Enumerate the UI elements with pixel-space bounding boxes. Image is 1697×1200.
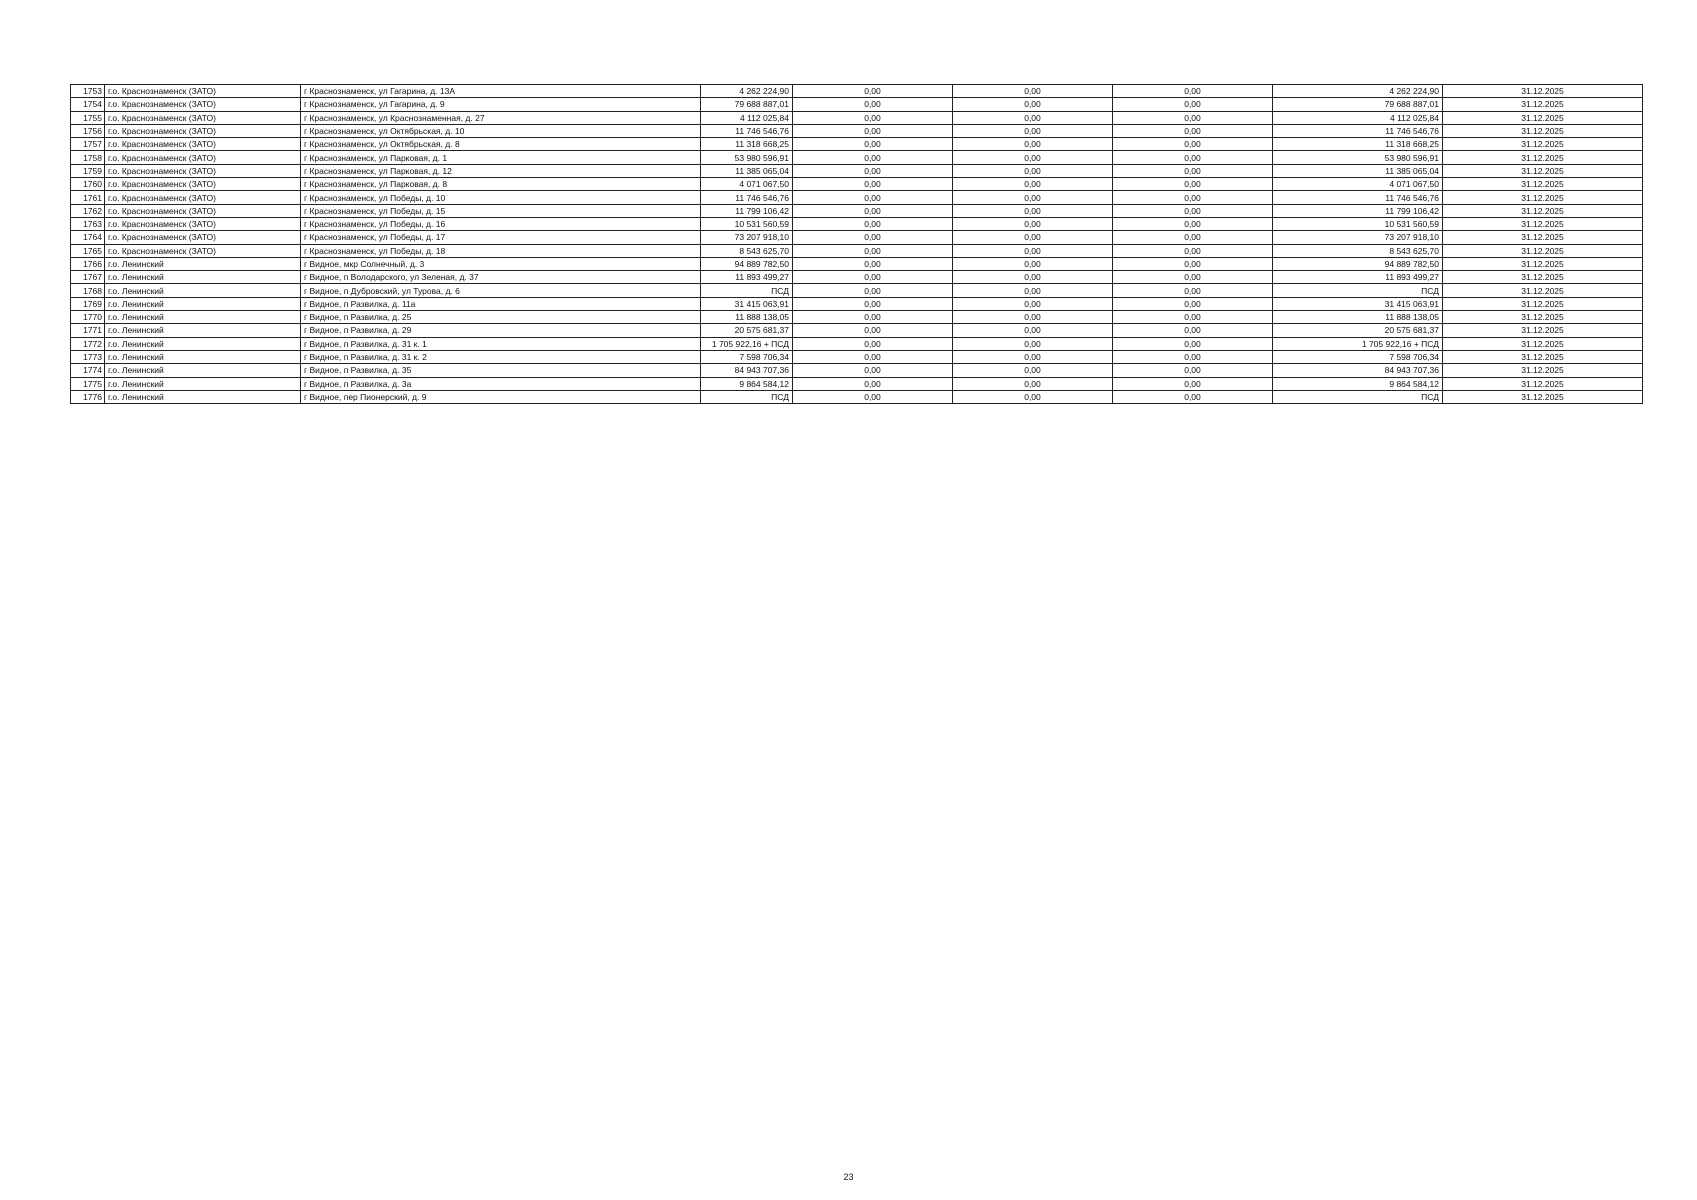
date-cell: 31.12.2025 bbox=[1443, 85, 1643, 98]
total-cell: 4 262 224,90 bbox=[1273, 85, 1443, 98]
value-cell: 0,00 bbox=[793, 151, 953, 164]
table-row bbox=[71, 284, 1643, 297]
district-cell: г.о. Краснознаменск (ЗАТО) bbox=[105, 164, 301, 177]
district-cell: г.о. Ленинский bbox=[105, 350, 301, 363]
cost-cell: 79 688 887,01 bbox=[701, 98, 793, 111]
value-cell: 0,00 bbox=[953, 350, 1113, 363]
row-number-cell: 1772 bbox=[71, 337, 105, 350]
value-cell: 0,00 bbox=[793, 364, 953, 377]
value-cell: 0,00 bbox=[953, 191, 1113, 204]
district-cell: г.о. Ленинский bbox=[105, 311, 301, 324]
date-cell: 31.12.2025 bbox=[1443, 244, 1643, 257]
value-cell: 0,00 bbox=[793, 231, 953, 244]
cost-cell: 53 980 596,91 bbox=[701, 151, 793, 164]
row-number-cell: 1754 bbox=[71, 98, 105, 111]
value-cell: 0,00 bbox=[953, 138, 1113, 151]
total-cell: ПСД bbox=[1273, 284, 1443, 297]
value-cell: 0,00 bbox=[1113, 217, 1273, 230]
date-cell: 31.12.2025 bbox=[1443, 324, 1643, 337]
address-cell: г Краснознаменск, ул Краснознаменная, д. 27 bbox=[301, 111, 701, 124]
district-cell: г.о. Ленинский bbox=[105, 324, 301, 337]
cost-cell: 11 746 546,76 bbox=[701, 191, 793, 204]
table-row bbox=[71, 244, 1643, 257]
address-cell: г Краснознаменск, ул Парковая, д. 8 bbox=[301, 178, 701, 191]
address-cell: г Краснознаменск, ул Октябрьская, д. 8 bbox=[301, 138, 701, 151]
value-cell: 0,00 bbox=[953, 324, 1113, 337]
value-cell: 0,00 bbox=[1113, 271, 1273, 284]
date-cell: 31.12.2025 bbox=[1443, 337, 1643, 350]
table-row bbox=[71, 151, 1643, 164]
table-row bbox=[71, 364, 1643, 377]
table-row bbox=[71, 271, 1643, 284]
district-cell: г.о. Краснознаменск (ЗАТО) bbox=[105, 124, 301, 137]
value-cell: 0,00 bbox=[1113, 98, 1273, 111]
total-cell: 8 543 625,70 bbox=[1273, 244, 1443, 257]
address-cell: г Краснознаменск, ул Парковая, д. 1 bbox=[301, 151, 701, 164]
date-cell: 31.12.2025 bbox=[1443, 377, 1643, 390]
value-cell: 0,00 bbox=[793, 271, 953, 284]
value-cell: 0,00 bbox=[1113, 350, 1273, 363]
row-number-cell: 1773 bbox=[71, 350, 105, 363]
date-cell: 31.12.2025 bbox=[1443, 350, 1643, 363]
value-cell: 0,00 bbox=[1113, 390, 1273, 403]
total-cell: 11 746 546,76 bbox=[1273, 124, 1443, 137]
address-cell: г Видное, п Развилка, д. 35 bbox=[301, 364, 701, 377]
table-row bbox=[71, 204, 1643, 217]
value-cell: 0,00 bbox=[793, 377, 953, 390]
value-cell: 0,00 bbox=[953, 217, 1113, 230]
date-cell: 31.12.2025 bbox=[1443, 217, 1643, 230]
value-cell: 0,00 bbox=[1113, 297, 1273, 310]
row-number-cell: 1769 bbox=[71, 297, 105, 310]
value-cell: 0,00 bbox=[953, 124, 1113, 137]
value-cell: 0,00 bbox=[953, 111, 1113, 124]
value-cell: 0,00 bbox=[793, 297, 953, 310]
table-row bbox=[71, 217, 1643, 230]
total-cell: 1 705 922,16 + ПСД bbox=[1273, 337, 1443, 350]
cost-cell: 1 705 922,16 + ПСД bbox=[701, 337, 793, 350]
address-cell: г Видное, п Развилка, д. 3а bbox=[301, 377, 701, 390]
value-cell: 0,00 bbox=[1113, 311, 1273, 324]
value-cell: 0,00 bbox=[793, 124, 953, 137]
row-number-cell: 1753 bbox=[71, 85, 105, 98]
total-cell: 31 415 063,91 bbox=[1273, 297, 1443, 310]
date-cell: 31.12.2025 bbox=[1443, 390, 1643, 403]
table-row bbox=[71, 111, 1643, 124]
cost-cell: 4 071 067,50 bbox=[701, 178, 793, 191]
date-cell: 31.12.2025 bbox=[1443, 98, 1643, 111]
date-cell: 31.12.2025 bbox=[1443, 284, 1643, 297]
total-cell: 20 575 681,37 bbox=[1273, 324, 1443, 337]
value-cell: 0,00 bbox=[953, 85, 1113, 98]
row-number-cell: 1759 bbox=[71, 164, 105, 177]
district-cell: г.о. Ленинский bbox=[105, 377, 301, 390]
table-row bbox=[71, 324, 1643, 337]
cost-cell: 20 575 681,37 bbox=[701, 324, 793, 337]
value-cell: 0,00 bbox=[793, 257, 953, 270]
total-cell: 11 746 546,76 bbox=[1273, 191, 1443, 204]
cost-cell: 31 415 063,91 bbox=[701, 297, 793, 310]
row-number-cell: 1756 bbox=[71, 124, 105, 137]
row-number-cell: 1776 bbox=[71, 390, 105, 403]
row-number-cell: 1755 bbox=[71, 111, 105, 124]
row-number-cell: 1757 bbox=[71, 138, 105, 151]
district-cell: г.о. Ленинский bbox=[105, 297, 301, 310]
value-cell: 0,00 bbox=[793, 324, 953, 337]
value-cell: 0,00 bbox=[953, 151, 1113, 164]
row-number-cell: 1760 bbox=[71, 178, 105, 191]
address-cell: г Видное, п Развилка, д. 31 к. 2 bbox=[301, 350, 701, 363]
date-cell: 31.12.2025 bbox=[1443, 138, 1643, 151]
registry-table bbox=[70, 84, 1642, 404]
district-cell: г.о. Краснознаменск (ЗАТО) bbox=[105, 204, 301, 217]
district-cell: г.о. Краснознаменск (ЗАТО) bbox=[105, 85, 301, 98]
district-cell: г.о. Ленинский bbox=[105, 284, 301, 297]
district-cell: г.о. Краснознаменск (ЗАТО) bbox=[105, 191, 301, 204]
value-cell: 0,00 bbox=[1113, 257, 1273, 270]
row-number-cell: 1768 bbox=[71, 284, 105, 297]
table-row bbox=[71, 178, 1643, 191]
address-cell: г Краснознаменск, ул Победы, д. 16 bbox=[301, 217, 701, 230]
cost-cell: 94 889 782,50 bbox=[701, 257, 793, 270]
address-cell: г Видное, п Дубровский, ул Турова, д. 6 bbox=[301, 284, 701, 297]
address-cell: г Краснознаменск, ул Победы, д. 17 bbox=[301, 231, 701, 244]
total-cell: 94 889 782,50 bbox=[1273, 257, 1443, 270]
total-cell: 79 688 887,01 bbox=[1273, 98, 1443, 111]
value-cell: 0,00 bbox=[793, 390, 953, 403]
cost-cell: 4 112 025,84 bbox=[701, 111, 793, 124]
cost-cell: 11 385 065,04 bbox=[701, 164, 793, 177]
value-cell: 0,00 bbox=[1113, 151, 1273, 164]
total-cell: 11 318 668,25 bbox=[1273, 138, 1443, 151]
table-row bbox=[71, 124, 1643, 137]
row-number-cell: 1761 bbox=[71, 191, 105, 204]
value-cell: 0,00 bbox=[1113, 364, 1273, 377]
table-row bbox=[71, 257, 1643, 270]
value-cell: 0,00 bbox=[1113, 284, 1273, 297]
date-cell: 31.12.2025 bbox=[1443, 191, 1643, 204]
value-cell: 0,00 bbox=[953, 164, 1113, 177]
cost-cell: 7 598 706,34 bbox=[701, 350, 793, 363]
address-cell: г Краснознаменск, ул Победы, д. 10 bbox=[301, 191, 701, 204]
district-cell: г.о. Краснознаменск (ЗАТО) bbox=[105, 178, 301, 191]
date-cell: 31.12.2025 bbox=[1443, 231, 1643, 244]
value-cell: 0,00 bbox=[793, 111, 953, 124]
value-cell: 0,00 bbox=[953, 231, 1113, 244]
district-cell: г.о. Ленинский bbox=[105, 271, 301, 284]
cost-cell: 11 746 546,76 bbox=[701, 124, 793, 137]
cost-cell: 4 262 224,90 bbox=[701, 85, 793, 98]
value-cell: 0,00 bbox=[953, 257, 1113, 270]
district-cell: г.о. Ленинский bbox=[105, 257, 301, 270]
district-cell: г.о. Ленинский bbox=[105, 364, 301, 377]
value-cell: 0,00 bbox=[793, 178, 953, 191]
value-cell: 0,00 bbox=[1113, 337, 1273, 350]
value-cell: 0,00 bbox=[953, 311, 1113, 324]
value-cell: 0,00 bbox=[1113, 204, 1273, 217]
row-number-cell: 1766 bbox=[71, 257, 105, 270]
value-cell: 0,00 bbox=[793, 337, 953, 350]
cost-cell: 73 207 918,10 bbox=[701, 231, 793, 244]
cost-cell: 9 864 584,12 bbox=[701, 377, 793, 390]
district-cell: г.о. Краснознаменск (ЗАТО) bbox=[105, 138, 301, 151]
row-number-cell: 1767 bbox=[71, 271, 105, 284]
value-cell: 0,00 bbox=[1113, 191, 1273, 204]
value-cell: 0,00 bbox=[793, 85, 953, 98]
table-row bbox=[71, 98, 1643, 111]
value-cell: 0,00 bbox=[953, 178, 1113, 191]
table-row bbox=[71, 164, 1643, 177]
date-cell: 31.12.2025 bbox=[1443, 311, 1643, 324]
total-cell: 11 888 138,05 bbox=[1273, 311, 1443, 324]
table-row bbox=[71, 138, 1643, 151]
address-cell: г Видное, п Развилка, д. 11а bbox=[301, 297, 701, 310]
value-cell: 0,00 bbox=[953, 204, 1113, 217]
cost-cell: 84 943 707,36 bbox=[701, 364, 793, 377]
value-cell: 0,00 bbox=[953, 271, 1113, 284]
row-number-cell: 1765 bbox=[71, 244, 105, 257]
row-number-cell: 1762 bbox=[71, 204, 105, 217]
address-cell: г Краснознаменск, ул Гагарина, д. 9 bbox=[301, 98, 701, 111]
table-row bbox=[71, 337, 1643, 350]
total-cell: ПСД bbox=[1273, 390, 1443, 403]
value-cell: 0,00 bbox=[793, 350, 953, 363]
date-cell: 31.12.2025 bbox=[1443, 297, 1643, 310]
table-body bbox=[71, 85, 1643, 404]
address-cell: г Краснознаменск, ул Победы, д. 15 bbox=[301, 204, 701, 217]
district-cell: г.о. Краснознаменск (ЗАТО) bbox=[105, 111, 301, 124]
table-row bbox=[71, 85, 1643, 98]
address-cell: г Видное, пер Пионерский, д. 9 bbox=[301, 390, 701, 403]
total-cell: 84 943 707,36 bbox=[1273, 364, 1443, 377]
address-cell: г Видное, п Развилка, д. 31 к. 1 bbox=[301, 337, 701, 350]
value-cell: 0,00 bbox=[793, 164, 953, 177]
value-cell: 0,00 bbox=[793, 204, 953, 217]
total-cell: 9 864 584,12 bbox=[1273, 377, 1443, 390]
date-cell: 31.12.2025 bbox=[1443, 164, 1643, 177]
cost-cell: ПСД bbox=[701, 284, 793, 297]
address-cell: г Видное, п Володарского, ул Зеленая, д. 37 bbox=[301, 271, 701, 284]
cost-cell: 11 318 668,25 bbox=[701, 138, 793, 151]
total-cell: 4 112 025,84 bbox=[1273, 111, 1443, 124]
value-cell: 0,00 bbox=[1113, 164, 1273, 177]
value-cell: 0,00 bbox=[1113, 178, 1273, 191]
total-cell: 7 598 706,34 bbox=[1273, 350, 1443, 363]
address-cell: г Видное, п Развилка, д. 25 bbox=[301, 311, 701, 324]
value-cell: 0,00 bbox=[1113, 377, 1273, 390]
address-cell: г Краснознаменск, ул Октябрьская, д. 10 bbox=[301, 124, 701, 137]
total-cell: 4 071 067,50 bbox=[1273, 178, 1443, 191]
value-cell: 0,00 bbox=[793, 284, 953, 297]
date-cell: 31.12.2025 bbox=[1443, 151, 1643, 164]
address-cell: г Видное, п Развилка, д. 29 bbox=[301, 324, 701, 337]
total-cell: 11 799 106,42 bbox=[1273, 204, 1443, 217]
district-cell: г.о. Краснознаменск (ЗАТО) bbox=[105, 217, 301, 230]
cost-cell: 11 888 138,05 bbox=[701, 311, 793, 324]
row-number-cell: 1758 bbox=[71, 151, 105, 164]
row-number-cell: 1770 bbox=[71, 311, 105, 324]
address-cell: г Краснознаменск, ул Гагарина, д. 13А bbox=[301, 85, 701, 98]
page-number: 23 bbox=[843, 1172, 854, 1182]
district-cell: г.о. Ленинский bbox=[105, 390, 301, 403]
table-row bbox=[71, 311, 1643, 324]
value-cell: 0,00 bbox=[793, 191, 953, 204]
value-cell: 0,00 bbox=[793, 98, 953, 111]
value-cell: 0,00 bbox=[953, 284, 1113, 297]
value-cell: 0,00 bbox=[793, 217, 953, 230]
total-cell: 11 385 065,04 bbox=[1273, 164, 1443, 177]
district-cell: г.о. Краснознаменск (ЗАТО) bbox=[105, 244, 301, 257]
total-cell: 53 980 596,91 bbox=[1273, 151, 1443, 164]
district-cell: г.о. Краснознаменск (ЗАТО) bbox=[105, 151, 301, 164]
cost-cell: 11 893 499,27 bbox=[701, 271, 793, 284]
value-cell: 0,00 bbox=[1113, 244, 1273, 257]
cost-cell: ПСД bbox=[701, 390, 793, 403]
district-cell: г.о. Краснознаменск (ЗАТО) bbox=[105, 98, 301, 111]
table-row bbox=[71, 191, 1643, 204]
value-cell: 0,00 bbox=[1113, 324, 1273, 337]
table-row bbox=[71, 231, 1643, 244]
total-cell: 10 531 560,59 bbox=[1273, 217, 1443, 230]
value-cell: 0,00 bbox=[953, 390, 1113, 403]
address-cell: г Видное, мкр Солнечный, д. 3 bbox=[301, 257, 701, 270]
date-cell: 31.12.2025 bbox=[1443, 111, 1643, 124]
table-row bbox=[71, 377, 1643, 390]
row-number-cell: 1763 bbox=[71, 217, 105, 230]
table-row bbox=[71, 297, 1643, 310]
date-cell: 31.12.2025 bbox=[1443, 257, 1643, 270]
address-cell: г Краснознаменск, ул Парковая, д. 12 bbox=[301, 164, 701, 177]
district-cell: г.о. Ленинский bbox=[105, 337, 301, 350]
district-cell: г.о. Краснознаменск (ЗАТО) bbox=[105, 231, 301, 244]
value-cell: 0,00 bbox=[1113, 138, 1273, 151]
row-number-cell: 1774 bbox=[71, 364, 105, 377]
date-cell: 31.12.2025 bbox=[1443, 204, 1643, 217]
row-number-cell: 1775 bbox=[71, 377, 105, 390]
value-cell: 0,00 bbox=[953, 364, 1113, 377]
cost-cell: 10 531 560,59 bbox=[701, 217, 793, 230]
value-cell: 0,00 bbox=[1113, 231, 1273, 244]
row-number-cell: 1771 bbox=[71, 324, 105, 337]
date-cell: 31.12.2025 bbox=[1443, 364, 1643, 377]
value-cell: 0,00 bbox=[953, 377, 1113, 390]
total-cell: 73 207 918,10 bbox=[1273, 231, 1443, 244]
value-cell: 0,00 bbox=[1113, 124, 1273, 137]
value-cell: 0,00 bbox=[1113, 111, 1273, 124]
cost-cell: 11 799 106,42 bbox=[701, 204, 793, 217]
address-cell: г Краснознаменск, ул Победы, д. 18 bbox=[301, 244, 701, 257]
value-cell: 0,00 bbox=[793, 244, 953, 257]
total-cell: 11 893 499,27 bbox=[1273, 271, 1443, 284]
cost-cell: 8 543 625,70 bbox=[701, 244, 793, 257]
value-cell: 0,00 bbox=[953, 98, 1113, 111]
table-row bbox=[71, 350, 1643, 363]
row-number-cell: 1764 bbox=[71, 231, 105, 244]
table-row bbox=[71, 390, 1643, 403]
value-cell: 0,00 bbox=[793, 138, 953, 151]
date-cell: 31.12.2025 bbox=[1443, 271, 1643, 284]
value-cell: 0,00 bbox=[1113, 85, 1273, 98]
value-cell: 0,00 bbox=[953, 337, 1113, 350]
value-cell: 0,00 bbox=[953, 244, 1113, 257]
value-cell: 0,00 bbox=[793, 311, 953, 324]
date-cell: 31.12.2025 bbox=[1443, 178, 1643, 191]
value-cell: 0,00 bbox=[953, 297, 1113, 310]
date-cell: 31.12.2025 bbox=[1443, 124, 1643, 137]
